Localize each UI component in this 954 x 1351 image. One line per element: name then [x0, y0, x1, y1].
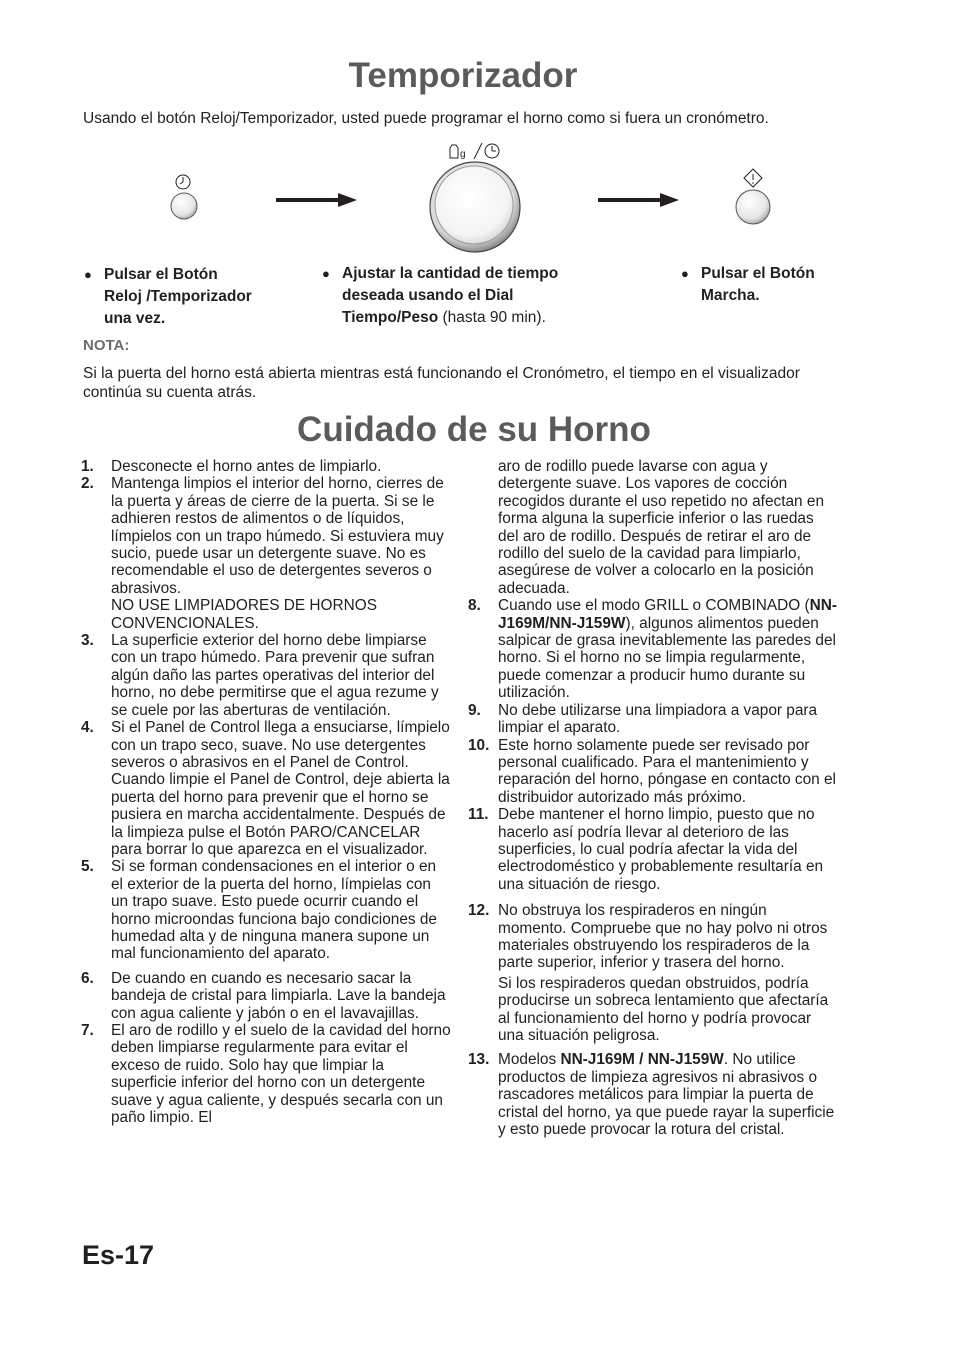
- step-1: [84, 264, 304, 330]
- item-text: Mantenga limpios el interior del horno, cierres de la puerta y áreas de cierre de la puerta. Si se le adhieren restos de alimentos o de líquidos, límpielos con un trapo húmedo. Si estuviera muy sucio, puede usar un detergente suave. No es recomendable el uso de detergentes severos o abrasivos.: [111, 475, 444, 597]
- step-1-line-1: Pulsar el Botón: [104, 266, 218, 283]
- care-item-12: [468, 902, 838, 1044]
- item-text-extra: Si los respiraderos quedan obstruidos, podría producirse un sobreca lentamiento que afectaría al funcionamiento del horno y podría provocar una situación peligrosa.: [498, 974, 829, 1044]
- bullet-icon: ●: [84, 267, 92, 282]
- dial-weight-unit: g: [460, 149, 466, 160]
- item-number: 8.: [468, 597, 481, 615]
- item-text-warning: NO USE LIMPIADORES DE HORNOS CONVENCIONALES.: [111, 597, 377, 632]
- care-item-7: [81, 1022, 451, 1126]
- item-number: 6.: [81, 969, 94, 987]
- timer-title: Temporizador: [348, 56, 578, 95]
- care-item-10: [468, 737, 838, 807]
- item-number: 4.: [81, 719, 94, 737]
- care-item-6: [81, 970, 451, 1022]
- weight-time-icon: [450, 143, 499, 160]
- timer-diagram: [0, 0, 954, 270]
- time-weight-dial[interactable]: [430, 162, 520, 252]
- step-1-line-3: una vez.: [104, 310, 166, 327]
- item-text: La superficie exterior del horno debe limpiarse con un trapo húmedo. Para prevenir que sufran algún daño las partes operativas del interior del horno, no debe permitirse que el agua rezume y se cuele por las aberturas de ventilación.: [111, 632, 439, 719]
- timer-intro: Usando el botón Reloj/Temporizador, usted puede programar el horno como si fuera un cronómetro.: [83, 110, 769, 127]
- step-2: [322, 263, 622, 329]
- item-number: 10.: [468, 736, 490, 754]
- item-number: 3.: [81, 632, 94, 650]
- step-3-line-2: Marcha.: [701, 287, 760, 304]
- step-2-note: (hasta 90 min).: [438, 309, 546, 326]
- care-item-8: [468, 597, 838, 701]
- item-text: De cuando en cuando es necesario sacar la bandeja de cristal para limpiarla. Lave la bandeja con agua caliente y jabón o en el lavavajillas.: [111, 969, 446, 1022]
- care-item-5: [81, 858, 451, 962]
- item-text-part: Modelos: [498, 1051, 561, 1069]
- item-text: El aro de rodillo y el suelo de la cavidad del horno deben limpiarse regularmente para evitar el exceso de ruido. Solo hay que limpiar la superficie inferior del horno con un detergente suave y agua caliente, y después secarla con un paño limpio. El: [111, 1022, 451, 1127]
- step-2-line-3: Tiempo/Peso: [342, 309, 439, 326]
- step-3-line-1: Pulsar el Botón: [701, 265, 815, 282]
- nota-label: NOTA:: [83, 337, 130, 354]
- care-item-1: [81, 458, 451, 475]
- care-title: Cuidado de su Horno: [297, 410, 651, 449]
- step-2-line-2: deseada usando el Dial: [342, 287, 514, 304]
- item-text-part: Cuando use el modo GRILL o COMBINADO (: [498, 597, 810, 615]
- item-number: 5.: [81, 858, 94, 876]
- item-text: Si se forman condensaciones en el interior o en el exterior de la puerta del horno, límpielas con un trapo suave. Esto puede ocurrir cuando el horno microondas funciona bajo condiciones de humedad alta y de ninguna manera supone un mal funcionamiento del aparato.: [111, 858, 437, 963]
- care-column-right: [468, 458, 838, 1138]
- item-text: [498, 597, 838, 701]
- clock-timer-button[interactable]: [171, 193, 197, 219]
- care-item-7-continued: [468, 458, 838, 597]
- item-number: 9.: [468, 701, 481, 719]
- bullet-icon: ●: [322, 266, 330, 281]
- page-number: Es-17: [82, 1240, 155, 1270]
- item-number: 11.: [468, 806, 489, 824]
- care-item-11: [468, 806, 838, 893]
- step-2-line-1: Ajustar la cantidad de tiempo: [342, 265, 559, 282]
- bullet-icon: ●: [681, 266, 689, 281]
- start-button[interactable]: [736, 190, 770, 224]
- care-item-9: [468, 702, 838, 737]
- item-text: Debe mantener el horno limpio, puesto que no hacerlo así podría llevar al deterioro de las superficies, lo cual podría afectar la vida del electrodoméstico y probablemente resultaría en una situación de riesgo.: [498, 806, 824, 893]
- step-3: [681, 263, 901, 307]
- item-number: 7.: [81, 1022, 94, 1039]
- item-text: No obstruya los respiraderos en ningún momento. Compruebe que no hay polvo ni otros materiales obstruyendo los respiraderos de la parte superior, inferior y trasera del horno.: [498, 902, 828, 972]
- item-text: aro de rodillo puede lavarse con agua y detergente suave. Los vapores de cocción recogidos durante el uso repetido no afectan en forma alguna la superficie inferior o las ruedas del aro de rodillo. Después de retirar el aro de rodillo del suelo de la cavidad para limpiarlo, asegúrese de volver a colocarlo en la posición adecuada.: [498, 458, 824, 597]
- clock-icon: [176, 175, 190, 189]
- care-column-left: [81, 458, 451, 1126]
- item-text: Desconecte el horno antes de limpiarlo.: [111, 458, 382, 475]
- item-text: No debe utilizarse una limpiadora a vapor para limpiar el aparato.: [498, 701, 818, 737]
- care-item-4: [81, 719, 451, 858]
- care-item-2: [81, 475, 451, 632]
- item-number: 12.: [468, 902, 490, 920]
- nota-text: Si la puerta del horno está abierta mientras está funcionando el Cronómetro, el tiempo en el visualizador continúa su cuenta atrás.: [83, 365, 800, 401]
- item-text: [498, 1051, 838, 1138]
- item-text: Este horno solamente puede ser revisado por personal cualificado. Para el mantenimiento y reparación del horno, póngase en contacto con el distribuidor autorizado más próximo.: [498, 736, 836, 806]
- start-icon: [744, 169, 762, 187]
- item-text-part: . No utilice productos de limpieza agresivos ni abrasivos o rascadores metálicos para limpiar la puerta de cristal del horno, ya que puede rayar la superficie y esto puede provocar la rotura del cristal.: [498, 1051, 835, 1139]
- item-text-part: ), algunos alimentos pueden salpicar de grasa inevitablemente las paredes del horno. Si el horno no se limpia regularmente, puede comenzar a producir humo durante su utilización.: [498, 614, 836, 702]
- item-number: 1.: [81, 458, 94, 475]
- step-1-line-2: Reloj /Temporizador: [104, 288, 252, 305]
- arrow-right-icon: [598, 193, 679, 207]
- model-number: NN-J169M / NN-J159W: [560, 1051, 724, 1069]
- item-number: 2.: [81, 475, 94, 493]
- arrow-right-icon: [276, 193, 357, 207]
- item-text: Si el Panel de Control llega a ensuciarse, límpielo con un trapo seco, suave. No use detergentes severos o abrasivos en el Panel de Control. Cuando limpie el Panel de Control, deje abierta la puerta del horno para prevenir que el horno se pusiera en marcha accidentalmente. Después de la limpieza pulse el Botón PARO/CANCELAR para borrar lo que aparezca en el visualizador.: [111, 719, 450, 858]
- care-item-3: [81, 632, 451, 719]
- model-number: NN-J169M/NN-J159W: [498, 597, 838, 632]
- care-item-13: [468, 1051, 838, 1138]
- item-number: 13.: [468, 1051, 490, 1069]
